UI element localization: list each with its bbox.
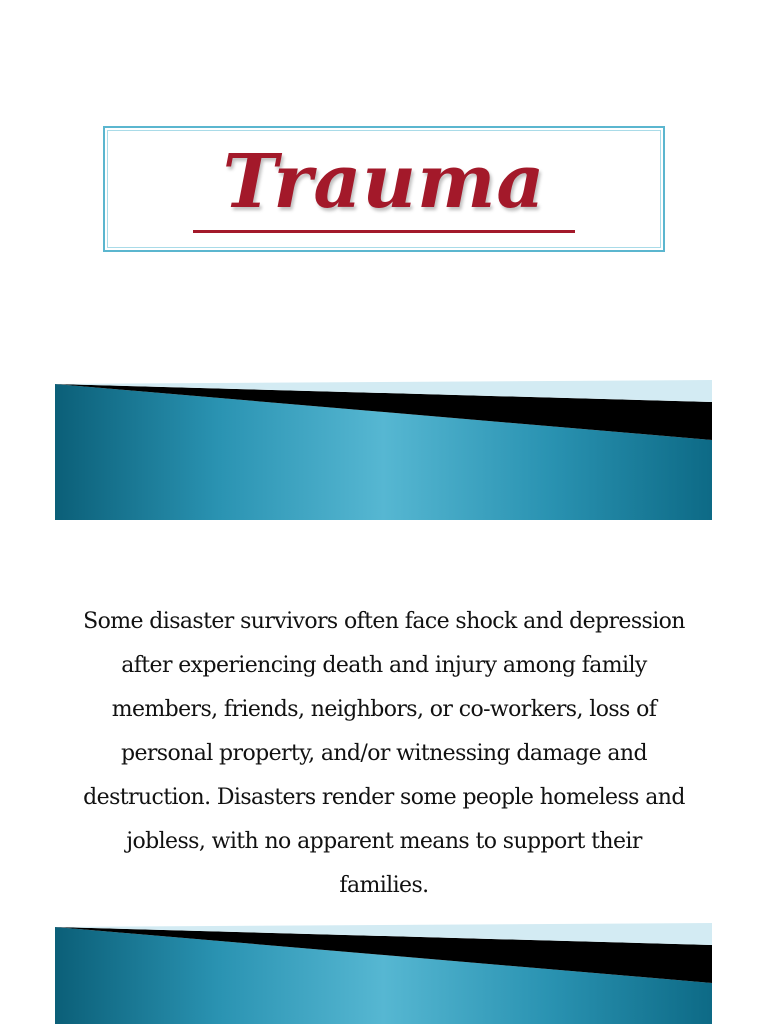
slide-body-text: Some disaster survivors often face shock and depression after experiencing death and injury among family members, friends, neighbors, or co-workers, loss of personal property, and/or witnessing damage and destruction. Disasters render some people homeless and jobless, with no apparent means to support their families.: [83, 609, 685, 898]
title-underline: [193, 230, 575, 233]
decorative-banner-bottom: [55, 923, 712, 1024]
decorative-banner-top: [55, 380, 712, 520]
slide-title: Trauma: [222, 139, 546, 225]
title-box: [103, 126, 665, 252]
